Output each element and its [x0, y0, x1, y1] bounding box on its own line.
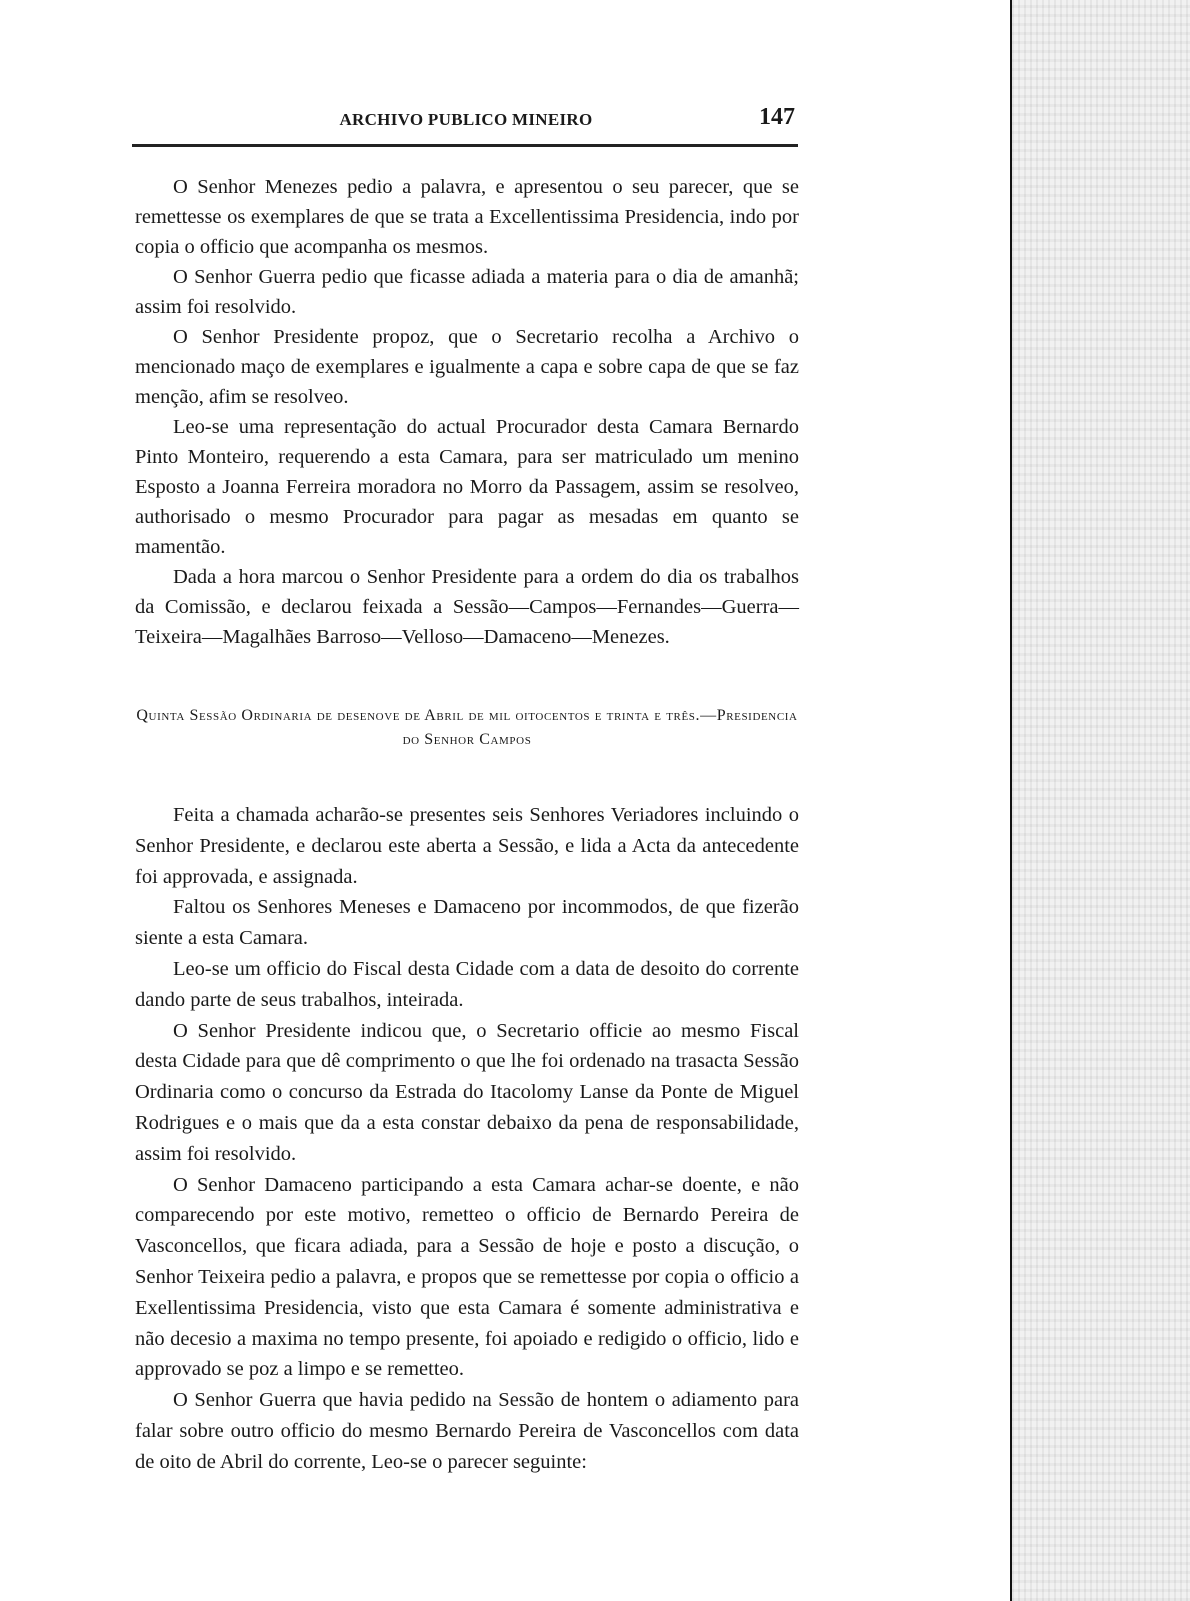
running-head: [135, 104, 797, 138]
section-heading: Quinta Sessão Ordinaria de desenove de Abril de mil oitocentos e trinta e três.—Presidencia do Senhor Campos: [136, 707, 798, 748]
page-number: 147: [759, 104, 795, 130]
paragraph: Leo-se uma representação do actual Procurador desta Camara Bernardo Pinto Monteiro, requerendo a esta Camara, para ser matriculado um menino Esposto a Joanna Ferreira moradora no Morro da Passagem, assim se resolveo, authorisado o mesmo Procurador para pagar as mesadas em quanto se mamentão.: [135, 416, 799, 558]
paragraph: O Senhor Presidente propoz, que o Secretario recolha a Archivo o mencionado maço de exemplares e igualmente a capa e sobre capa de que se faz menção, afim se resolveo.: [135, 326, 799, 408]
paragraph: O Senhor Guerra que havia pedido na Sessão de hontem o adiamento para falar sobre outro officio do mesmo Bernardo Pereira de Vasconcellos com data de oito de Abril do corrente, Leo-se o parecer seguinte:: [135, 1389, 799, 1473]
scan-edge-texture: [1012, 0, 1190, 1601]
paragraph: Dada a hora marcou o Senhor Presidente para a ordem do dia os trabalhos da Comissão, e declarou feixada a Sessão—Campos—Fernandes—Guerra—Teixeira—Magalhães Barroso—Velloso—Damaceno—Menezes.: [135, 566, 799, 648]
paragraph: O Senhor Presidente indicou que, o Secretario officie ao mesmo Fiscal desta Cidade para que dê comprimento o que lhe foi ordenado na trasacta Sessão Ordinaria como o concurso da Estrada do Itacolomy Lanse da Ponte de Miguel Rodrigues e o mais que da a esta constar debaixo da pena de responsabilidade, assim foi resolvido.: [135, 1019, 799, 1165]
paragraph: O Senhor Guerra pedio que ficasse adiada a materia para o dia de amanhã; assim foi resolvido.: [135, 266, 799, 318]
paragraph: O Senhor Menezes pedio a palavra, e apresentou o seu parecer, que se remettesse os exemplares de que se trata a Excellentissima Presidencia, indo por copia o officio que acompanha os mesmos.: [135, 176, 799, 258]
running-title: ARCHIVO PUBLICO MINEIRO: [339, 110, 593, 129]
paragraph: Faltou os Senhores Meneses e Damaceno por incommodos, de que fizerão siente a esta Camara.: [135, 896, 799, 950]
paragraph: O Senhor Damaceno participando a esta Camara achar-se doente, e não comparecendo por este motivo, remetteo o officio de Bernardo Pereira de Vasconcellos, que ficara adiada, para a Sessão de hoje e posto a discução, o Senhor Teixeira pedio a palavra, e propos que se remettesse por copia o officio a Exellentissima Presidencia, visto que esta Camara é somente administrativa e não decesio a maxima no tempo presente, foi apoiado e redigido o officio, lido e approvado se poz a limpo e se remetteo.: [135, 1173, 799, 1381]
body-text: [135, 172, 799, 1478]
paragraph: Leo-se um officio do Fiscal desta Cidade com a data de desoito do corrente dando parte de seus trabalhos, inteirada.: [135, 957, 799, 1011]
paragraph: Feita a chamada acharão-se presentes seis Senhores Veriadores incluindo o Senhor Presidente, e declarou este aberta a Sessão, e lida a Acta da antecedente foi approvada, e assignada.: [135, 804, 799, 888]
header-rule: [132, 144, 798, 147]
